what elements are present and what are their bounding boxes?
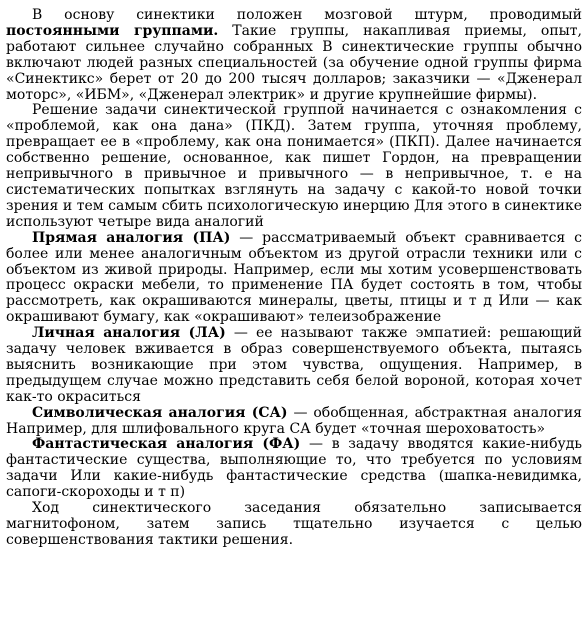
paragraph-symbolic-analogy <box>6 406 582 438</box>
term-fantastic-analogy: Фантастическая аналогия (ФА) <box>32 436 301 453</box>
emphasis-permanent-groups: постоянными группами. <box>6 22 219 39</box>
paragraph-text: — рассматриваемый объект сравнивается с более или менее аналогичным объектом из другой отрасли техники или с объектом из живой природы. Например, если мы хотим усовершенствовать процесс окраски мебели, то применение ПА будет состоять в том, чтобы рассмотреть, как окрашиваются минералы, цветы, птицы и т д Или — как окрашивают бумагу, как «окрашивают» телеизображение <box>6 229 583 326</box>
paragraph-text: — обобщенная, абстрактная аналогия Например, для шлифовального круга СА будет «точная шероховатость» <box>6 404 582 437</box>
paragraph-text: Такие группы, накапливая приемы, опыт, работают сильнее случайно собранных В синектические группы обычно включают людей разных специальностей (за обучение одной группы фирма «Синектикс» берет от 20 до 200 тысяч долларов; заказчики — «Дженерал моторс», «ИБМ», «Дженерал электрик» и другие крупнейшие фирмы). <box>6 22 582 103</box>
paragraph-text: В основу синектики положен мозговой штурм, проводимый <box>32 7 582 23</box>
paragraph-text: Решение задачи синектической группой начинается с ознакомления с «проблемой, как она дана» (ПКД). Затем группа, уточняя проблему, превращает ее в «проблему, как она понимается» (ПКП). Далее начинается собственно решение, основанное, как пишет Гордон, на превращении непривычного в привычное и привычного — в непривычное, т. е на систематических попытках взглянуть на задачу с какой-то новой точки зрения и тем самым сбить психологическую инерцию Для этого в синектике используют четыре вида аналогий <box>6 102 582 230</box>
paragraph-direct-analogy <box>6 231 582 326</box>
term-symbolic-analogy: Символическая аналогия (СА) <box>32 404 288 421</box>
paragraph-text: Ход синектического заседания обязательно записывается магнитофоном, затем запись тщательно изучается с целью совершенствования тактики решения. <box>6 500 582 548</box>
paragraph-solution-process <box>6 103 582 230</box>
paragraph-fantastic-analogy <box>6 437 582 501</box>
paragraph-intro <box>6 8 582 103</box>
document-page <box>6 8 582 549</box>
paragraph-session-recording <box>6 501 582 549</box>
paragraph-text: — в задачу вводятся какие-нибудь фантастические существа, выполняющие то, что требуется по условиям задачи Или какие-нибудь фантастические средства (шапка-невидимка, сапоги-скороходы и т п) <box>6 436 583 501</box>
term-personal-analogy: Личная аналогия (ЛА) <box>32 325 226 342</box>
paragraph-text: — ее называют также эмпатией: решающий задачу человек вживается в образ совершенствуемого объекта, пытаясь выяснить возникающие при этом чувства, ощущения. Например, в предыдущем случае можно представить себя белой вороной, которая хочет как-то окраситься <box>6 325 582 405</box>
paragraph-personal-analogy <box>6 326 582 406</box>
term-direct-analogy: Прямая аналогия (ПА) <box>32 229 231 246</box>
